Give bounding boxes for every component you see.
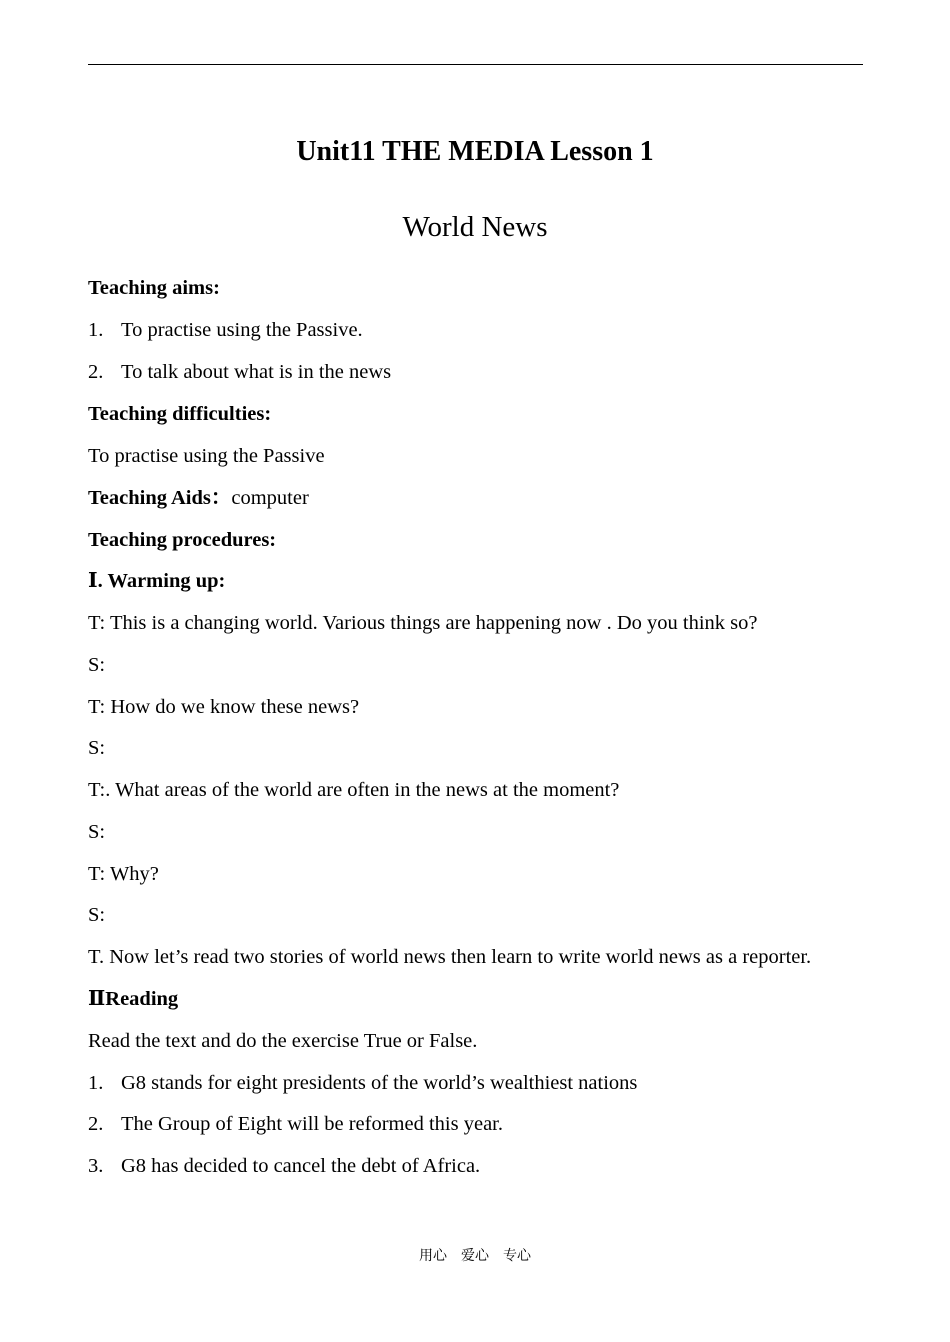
- difficulties-text: To practise using the Passive: [88, 445, 325, 467]
- statement-number: 1.: [88, 1072, 104, 1094]
- procedures-heading: Teaching procedures:: [88, 529, 277, 551]
- aims-heading: Teaching aims:: [88, 277, 220, 299]
- aids-line: [88, 486, 309, 510]
- statement-number: 3.: [88, 1155, 104, 1177]
- dialogue-line: S:: [88, 904, 106, 926]
- dialogue-line: T. Now let’s read two stories of world news then learn to write world news as a reporter.: [88, 946, 812, 968]
- dialogue-line: S:: [88, 737, 106, 759]
- statement-number: 2.: [88, 1113, 104, 1135]
- warming-heading: Ⅰ. Warming up:: [88, 570, 226, 592]
- aim-text: To practise using the Passive.: [121, 319, 363, 341]
- statement-item: [88, 1154, 480, 1178]
- statement-text: G8 has decided to cancel the debt of Africa.: [121, 1155, 481, 1177]
- aids-text: computer: [231, 487, 309, 509]
- statement-text: The Group of Eight will be reformed this year.: [121, 1113, 503, 1135]
- reading-heading: ⅡReading: [88, 988, 179, 1010]
- statement-text: G8 stands for eight presidents of the world’s wealthiest nations: [121, 1072, 638, 1094]
- statement-item: [88, 1071, 637, 1095]
- dialogue-line: T: How do we know these news?: [88, 696, 360, 718]
- header-rule: [88, 64, 863, 65]
- aim-number: 2.: [88, 361, 104, 383]
- document-subtitle: World News: [402, 211, 548, 243]
- aim-item: [88, 360, 391, 384]
- dialogue-line: T: This is a changing world. Various things are happening now . Do you think so?: [88, 612, 758, 634]
- reading-instruction: Read the text and do the exercise True or False.: [88, 1030, 478, 1052]
- dialogue-line: T: Why?: [88, 863, 159, 885]
- difficulties-heading: Teaching difficulties:: [88, 403, 272, 425]
- dialogue-line: T:. What areas of the world are often in the news at the moment?: [88, 779, 620, 801]
- aim-item: [88, 318, 363, 342]
- page-footer: 用心 爱心 专心: [419, 1248, 531, 1264]
- aim-text: To talk about what is in the news: [121, 361, 392, 383]
- statement-item: [88, 1112, 503, 1136]
- dialogue-line: S:: [88, 821, 106, 843]
- aim-number: 1.: [88, 319, 104, 341]
- document-title: Unit11 THE MEDIA Lesson 1: [296, 136, 654, 167]
- aids-heading: Teaching Aids：: [88, 487, 232, 509]
- dialogue-line: S:: [88, 654, 106, 676]
